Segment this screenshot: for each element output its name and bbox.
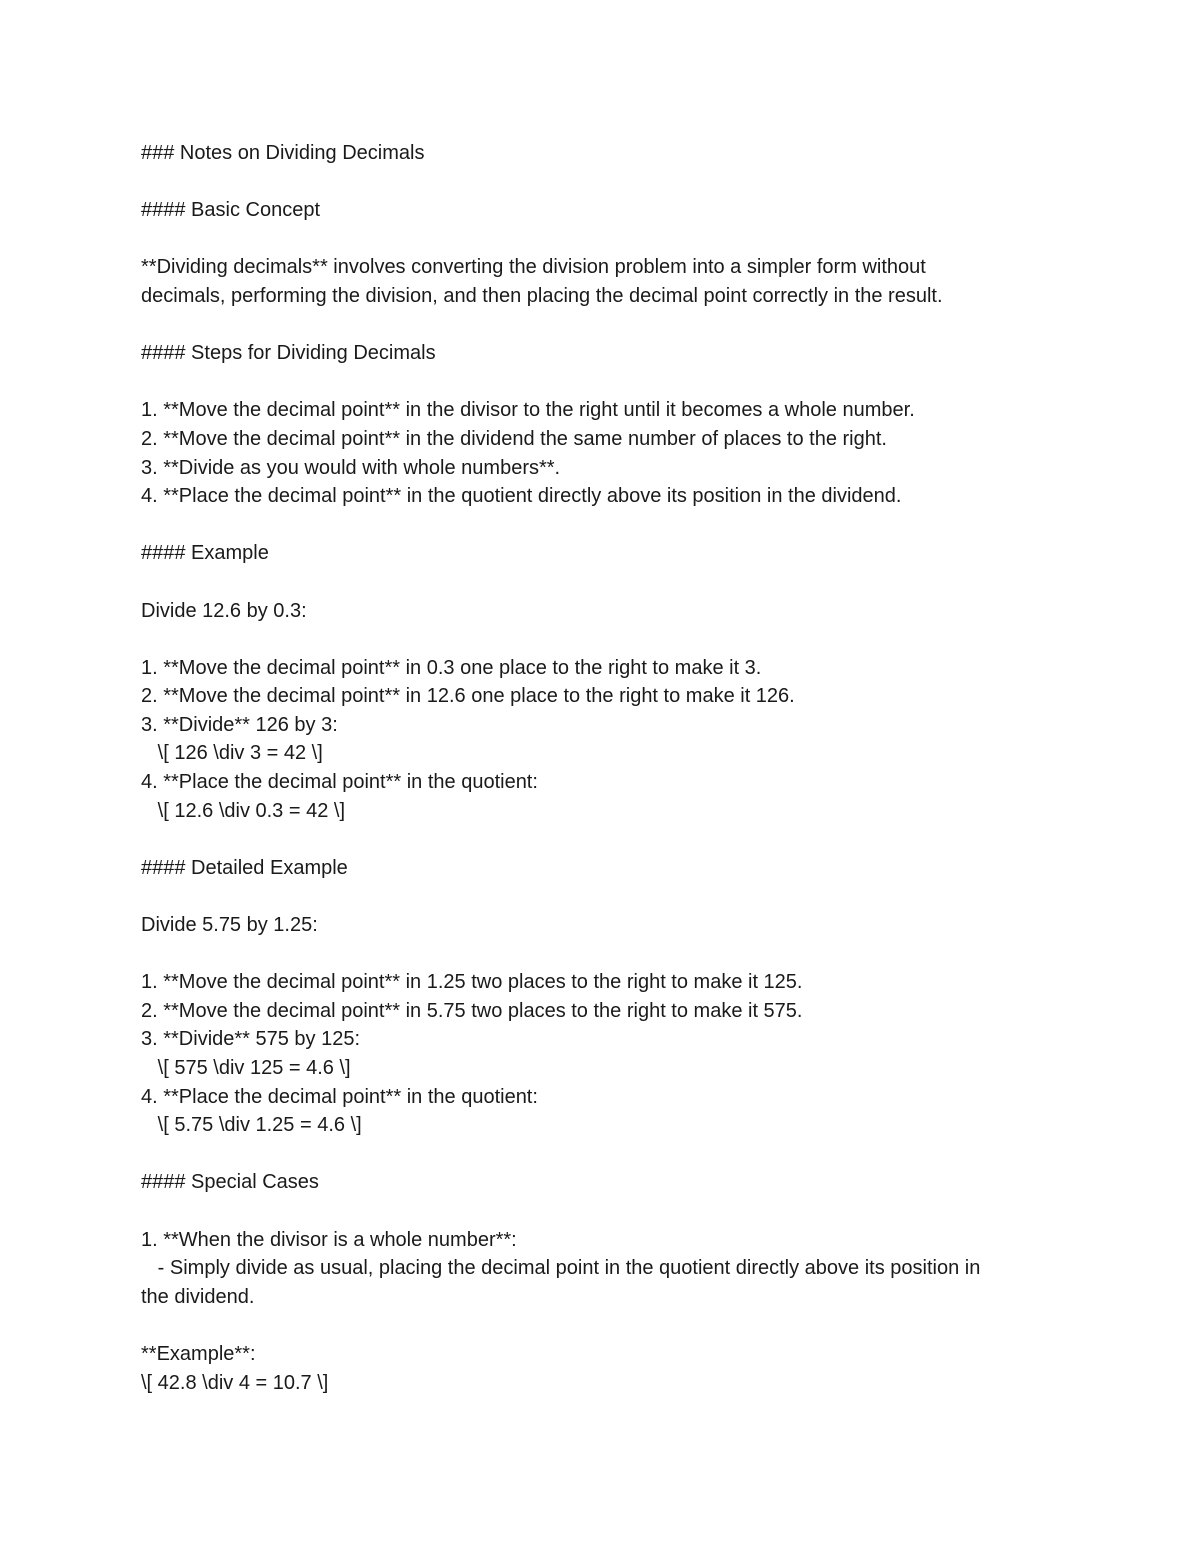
list-item: 2. **Move the decimal point** in the dividend the same number of places to the right. bbox=[141, 427, 887, 450]
list-item: 3. **Divide** 126 by 3: bbox=[141, 713, 338, 736]
list-item: 2. **Move the decimal point** in 5.75 two places to the right to make it 575. bbox=[141, 999, 803, 1022]
list-item: 1. **Move the decimal point** in 0.3 one place to the right to make it 3. bbox=[141, 656, 762, 679]
example-intro: Divide 5.75 by 1.25: bbox=[141, 914, 318, 937]
document-title: ### Notes on Dividing Decimals bbox=[141, 142, 425, 164]
spacer bbox=[141, 511, 1061, 540]
document-body bbox=[141, 139, 1061, 1397]
spacer bbox=[141, 625, 1061, 654]
spacer bbox=[141, 168, 1061, 197]
section-heading-special-cases: #### Special Cases bbox=[141, 1171, 319, 1194]
list-item: 3. **Divide as you would with whole numbers**. bbox=[141, 456, 561, 479]
spacer bbox=[141, 825, 1061, 854]
list-item: 4. **Place the decimal point** in the quotient: bbox=[141, 1085, 538, 1108]
list-item: 3. **Divide** 575 by 125: bbox=[141, 1028, 361, 1051]
formula-line: \[ 42.8 \div 4 = 10.7 \] bbox=[141, 1371, 329, 1394]
example-label: **Example**: bbox=[141, 1342, 256, 1365]
list-item: 2. **Move the decimal point** in 12.6 one place to the right to make it 126. bbox=[141, 685, 795, 708]
example-intro: Divide 12.6 by 0.3: bbox=[141, 599, 307, 622]
section-heading-basic-concept: #### Basic Concept bbox=[141, 199, 321, 222]
formula-line: \[ 126 \div 3 = 42 \] bbox=[141, 742, 323, 765]
list-item: 1. **Move the decimal point** in the divisor to the right until it becomes a whole number. bbox=[141, 399, 915, 422]
spacer bbox=[141, 311, 1061, 340]
list-subitem-continued: the dividend. bbox=[141, 1285, 255, 1308]
spacer bbox=[141, 1140, 1061, 1169]
spacer bbox=[141, 1311, 1061, 1340]
list-item: 4. **Place the decimal point** in the quotient directly above its position in the dividend. bbox=[141, 485, 902, 508]
section-heading-steps: #### Steps for Dividing Decimals bbox=[141, 342, 436, 365]
list-item: 1. **Move the decimal point** in 1.25 two places to the right to make it 125. bbox=[141, 971, 803, 994]
spacer bbox=[141, 368, 1061, 397]
list-item: 4. **Place the decimal point** in the quotient: bbox=[141, 771, 538, 794]
spacer bbox=[141, 940, 1061, 969]
spacer bbox=[141, 225, 1061, 254]
spacer bbox=[141, 568, 1061, 597]
section-heading-example: #### Example bbox=[141, 542, 269, 565]
spacer bbox=[141, 882, 1061, 911]
formula-line: \[ 12.6 \div 0.3 = 42 \] bbox=[141, 799, 346, 822]
paragraph-line: decimals, performing the division, and then placing the decimal point correctly in the result. bbox=[141, 284, 943, 307]
spacer bbox=[141, 1197, 1061, 1226]
list-item: 1. **When the divisor is a whole number**: bbox=[141, 1228, 517, 1251]
formula-line: \[ 575 \div 125 = 4.6 \] bbox=[141, 1057, 351, 1079]
section-heading-detailed-example: #### Detailed Example bbox=[141, 856, 348, 879]
list-subitem: - Simply divide as usual, placing the decimal point in the quotient directly above its position in bbox=[141, 1257, 981, 1280]
formula-line: \[ 5.75 \div 1.25 = 4.6 \] bbox=[141, 1114, 362, 1137]
paragraph-line: **Dividing decimals** involves converting the division problem into a simpler form without bbox=[141, 256, 926, 279]
